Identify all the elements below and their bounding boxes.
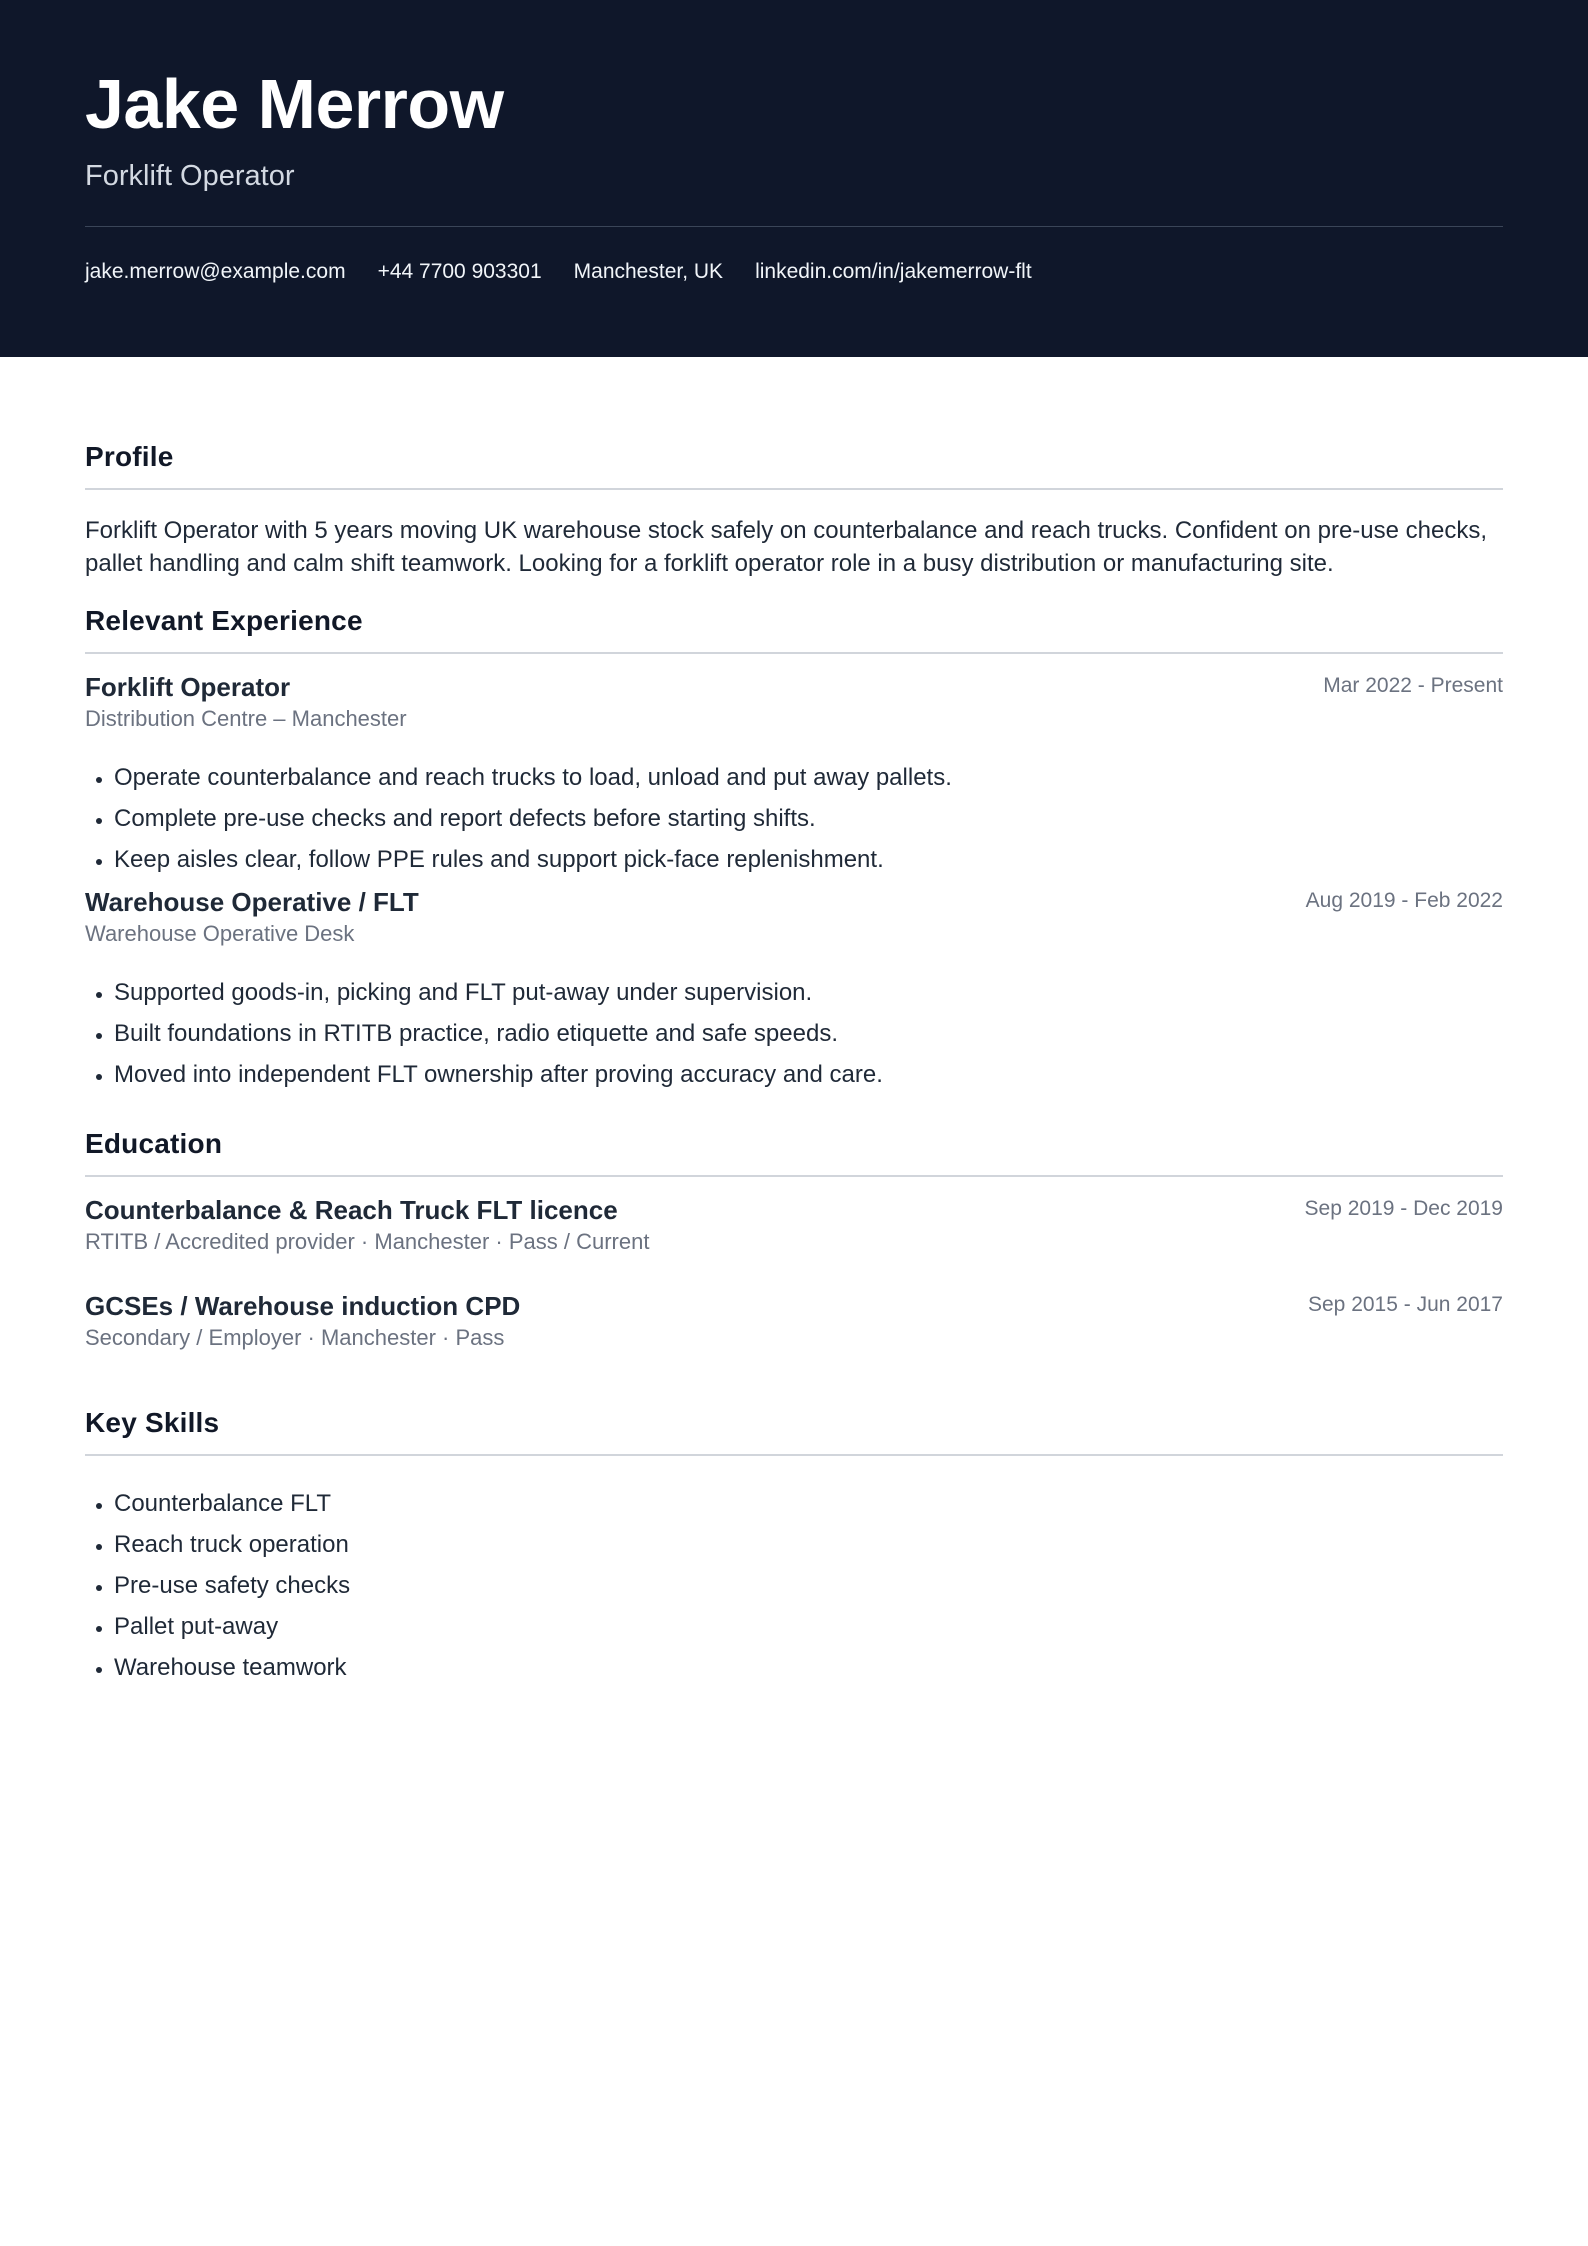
- education-dates: Sep 2015 - Jun 2017: [1308, 1293, 1503, 1316]
- job-dates: Mar 2022 - Present: [1323, 674, 1503, 697]
- education-dates: Sep 2019 - Dec 2019: [1304, 1197, 1503, 1220]
- job-title: Warehouse Operative / FLT: [85, 887, 419, 917]
- education-header: [85, 1194, 1503, 1226]
- contact-email[interactable]: jake.merrow@example.com: [85, 260, 346, 283]
- job-header: [85, 886, 1503, 918]
- contact-phone[interactable]: +44 7700 903301: [377, 260, 542, 283]
- candidate-name: Jake Merrow: [85, 65, 504, 143]
- job-bullet: • Built foundations in RTITB practice, radio etiquette and safe speeds.: [114, 1018, 1503, 1050]
- education-header: [85, 1290, 1503, 1322]
- job-employer: Distribution Centre – Manchester: [85, 706, 407, 731]
- job-bullet: • Supported goods-in, picking and FLT put-away under supervision.: [114, 977, 1503, 1009]
- experience-section: [85, 602, 1503, 1091]
- job-bullet: • Complete pre-use checks and report defects before starting shifts.: [114, 803, 1503, 835]
- profile-section: [85, 438, 1503, 580]
- profile-summary: Forklift Operator with 5 years moving UK warehouse stock safely on counterbalance and reach trucks. Confident on pre-use checks, pallet handling and calm shift teamwork. Looking for a forklift operator role in a busy distribution or manufacturing site.: [85, 517, 1488, 577]
- skill-item: • Counterbalance FLT: [114, 1488, 1503, 1520]
- education-entry: [85, 1290, 1503, 1353]
- resume-header: [0, 0, 1588, 357]
- skill-item: • Pallet put-away: [114, 1611, 1503, 1643]
- candidate-title: Forklift Operator: [85, 160, 295, 192]
- contact-bar: [85, 257, 1503, 287]
- skills-list: [85, 1488, 1503, 1684]
- job-entry: [85, 671, 1503, 876]
- contact-linkedin[interactable]: linkedin.com/in/jakemerrow-flt: [755, 260, 1032, 283]
- job-dates: Aug 2019 - Feb 2022: [1305, 889, 1503, 912]
- education-details: Secondary / Employer · Manchester · Pass: [85, 1325, 505, 1350]
- job-title: Forklift Operator: [85, 672, 291, 702]
- skills-section: [85, 1404, 1503, 1684]
- job-entry: [85, 886, 1503, 1091]
- skill-item: • Warehouse teamwork: [114, 1652, 1503, 1684]
- section-heading-education: Education: [85, 1125, 1503, 1177]
- education-details: RTITB / Accredited provider · Manchester · Pass / Current: [85, 1229, 650, 1254]
- job-employer: Warehouse Operative Desk: [85, 921, 355, 946]
- job-bullet: • Keep aisles clear, follow PPE rules and support pick-face replenishment.: [114, 844, 1503, 876]
- contact-location: Manchester, UK: [573, 260, 724, 283]
- skill-item: • Pre-use safety checks: [114, 1570, 1503, 1602]
- skill-item: • Reach truck operation: [114, 1529, 1503, 1561]
- education-entry: [85, 1194, 1503, 1257]
- education-section: [85, 1125, 1503, 1353]
- section-heading-profile: Profile: [85, 438, 1503, 490]
- job-header: [85, 671, 1503, 703]
- section-heading-experience: Relevant Experience: [85, 602, 1503, 654]
- resume-body: [0, 438, 1588, 1684]
- education-title: Counterbalance & Reach Truck FLT licence: [85, 1195, 618, 1225]
- job-bullets: [85, 762, 1503, 876]
- job-bullet: • Moved into independent FLT ownership after proving accuracy and care.: [114, 1059, 1503, 1091]
- job-bullet: • Operate counterbalance and reach trucks to load, unload and put away pallets.: [114, 762, 1503, 794]
- education-title: GCSEs / Warehouse induction CPD: [85, 1291, 521, 1321]
- header-divider: [85, 226, 1503, 227]
- job-bullets: [85, 977, 1503, 1091]
- section-heading-skills: Key Skills: [85, 1404, 1503, 1456]
